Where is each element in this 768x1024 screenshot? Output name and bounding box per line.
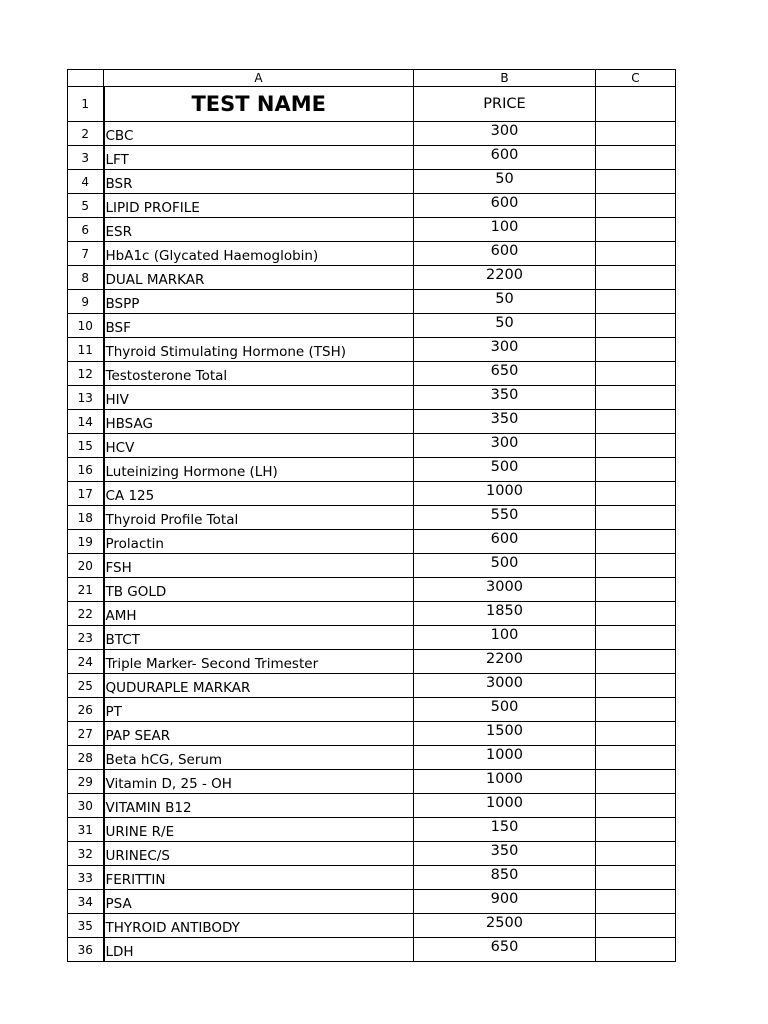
test-name-cell[interactable]: Triple Marker- Second Trimester xyxy=(104,650,414,674)
test-name-cell[interactable]: HIV xyxy=(104,386,414,410)
row-number[interactable]: 22 xyxy=(68,602,104,626)
row-number[interactable]: 19 xyxy=(68,530,104,554)
row-number[interactable]: 30 xyxy=(68,794,104,818)
price-cell[interactable]: 2200 xyxy=(414,650,596,674)
table-row xyxy=(68,266,676,290)
test-name-header-cell[interactable]: TEST NAME xyxy=(104,87,414,122)
table-row xyxy=(68,194,676,218)
empty-cell-c[interactable] xyxy=(596,674,676,698)
table-row xyxy=(68,314,676,338)
test-name-cell[interactable]: HCV xyxy=(104,434,414,458)
row-number[interactable]: 36 xyxy=(68,938,104,962)
table-row xyxy=(68,842,676,866)
row-number[interactable]: 29 xyxy=(68,770,104,794)
test-name-cell[interactable]: Vitamin D, 25 - OH xyxy=(104,770,414,794)
table-row xyxy=(68,602,676,626)
price-cell[interactable]: 350 xyxy=(414,410,596,434)
test-name-cell[interactable]: BSR xyxy=(104,170,414,194)
test-name-cell[interactable]: PAP SEAR xyxy=(104,722,414,746)
price-cell[interactable]: 1000 xyxy=(414,794,596,818)
price-cell[interactable]: 550 xyxy=(414,506,596,530)
price-cell[interactable]: 1000 xyxy=(414,746,596,770)
test-name-cell[interactable]: HbA1c (Glycated Haemoglobin) xyxy=(104,242,414,266)
empty-cell-c[interactable] xyxy=(596,698,676,722)
test-name-cell[interactable]: DUAL MARKAR xyxy=(104,266,414,290)
empty-cell-c[interactable] xyxy=(596,194,676,218)
test-name-cell[interactable]: LFT xyxy=(104,146,414,170)
row-number[interactable]: 4 xyxy=(68,170,104,194)
price-cell[interactable]: 100 xyxy=(414,218,596,242)
test-name-cell[interactable]: AMH xyxy=(104,602,414,626)
table-row xyxy=(68,146,676,170)
price-cell[interactable]: 650 xyxy=(414,362,596,386)
test-name-cell[interactable]: BTCT xyxy=(104,626,414,650)
test-name-cell[interactable]: Prolactin xyxy=(104,530,414,554)
price-cell[interactable]: 600 xyxy=(414,530,596,554)
table-row xyxy=(68,890,676,914)
row-number[interactable]: 28 xyxy=(68,746,104,770)
row-number[interactable]: 16 xyxy=(68,458,104,482)
test-name-cell[interactable]: CA 125 xyxy=(104,482,414,506)
test-name-cell[interactable]: ESR xyxy=(104,218,414,242)
price-cell[interactable]: 650 xyxy=(414,938,596,962)
table-row xyxy=(68,698,676,722)
table-row xyxy=(68,818,676,842)
row-number[interactable]: 21 xyxy=(68,578,104,602)
table-row xyxy=(68,434,676,458)
table-row xyxy=(68,914,676,938)
row-number[interactable]: 31 xyxy=(68,818,104,842)
table-row xyxy=(68,794,676,818)
test-name-cell[interactable]: Beta hCG, Serum xyxy=(104,746,414,770)
table-row xyxy=(68,410,676,434)
empty-cell-c[interactable] xyxy=(596,842,676,866)
empty-cell-c[interactable] xyxy=(596,626,676,650)
row-number[interactable]: 32 xyxy=(68,842,104,866)
price-cell[interactable]: 100 xyxy=(414,626,596,650)
table-row xyxy=(68,290,676,314)
test-name-cell[interactable]: LIPID PROFILE xyxy=(104,194,414,218)
empty-cell-c[interactable] xyxy=(596,530,676,554)
column-header-row xyxy=(68,70,676,87)
table-row xyxy=(68,938,676,962)
table-row xyxy=(68,362,676,386)
column-header-c[interactable]: C xyxy=(596,70,676,87)
test-name-cell[interactable]: TB GOLD xyxy=(104,578,414,602)
row-number[interactable]: 12 xyxy=(68,362,104,386)
row-number[interactable]: 27 xyxy=(68,722,104,746)
row-number[interactable]: 26 xyxy=(68,698,104,722)
test-name-cell[interactable]: Thyroid Stimulating Hormone (TSH) xyxy=(104,338,414,362)
price-cell[interactable]: 1000 xyxy=(414,770,596,794)
table-row xyxy=(68,386,676,410)
row-number[interactable]: 34 xyxy=(68,890,104,914)
table-row xyxy=(68,578,676,602)
row-number[interactable]: 3 xyxy=(68,146,104,170)
empty-cell-c[interactable] xyxy=(596,554,676,578)
empty-cell-c[interactable] xyxy=(596,602,676,626)
price-cell[interactable]: 500 xyxy=(414,698,596,722)
price-cell[interactable]: 350 xyxy=(414,386,596,410)
test-name-cell[interactable]: HBSAG xyxy=(104,410,414,434)
test-name-cell[interactable]: URINEC/S xyxy=(104,842,414,866)
price-cell[interactable]: 1500 xyxy=(414,722,596,746)
empty-cell-c[interactable] xyxy=(596,434,676,458)
empty-cell-c[interactable] xyxy=(596,338,676,362)
price-header-cell[interactable]: PRICE xyxy=(414,87,596,122)
row-number[interactable]: 10 xyxy=(68,314,104,338)
row-number[interactable]: 13 xyxy=(68,386,104,410)
empty-cell-c[interactable] xyxy=(596,482,676,506)
row-number[interactable]: 9 xyxy=(68,290,104,314)
test-name-cell[interactable]: FERITTIN xyxy=(104,866,414,890)
row-number[interactable]: 8 xyxy=(68,266,104,290)
column-header-a[interactable]: A xyxy=(104,70,414,87)
test-name-cell[interactable]: QUDURAPLE MARKAR xyxy=(104,674,414,698)
empty-cell-c[interactable] xyxy=(596,314,676,338)
empty-cell-c[interactable] xyxy=(596,242,676,266)
price-cell[interactable]: 500 xyxy=(414,554,596,578)
test-name-cell[interactable]: BSPP xyxy=(104,290,414,314)
table-row xyxy=(68,626,676,650)
corner-cell[interactable] xyxy=(68,70,104,87)
price-cell[interactable]: 1850 xyxy=(414,602,596,626)
table-row xyxy=(68,770,676,794)
test-name-cell[interactable]: Thyroid Profile Total xyxy=(104,506,414,530)
empty-cell-c[interactable] xyxy=(596,410,676,434)
test-name-cell[interactable]: THYROID ANTIBODY xyxy=(104,914,414,938)
row-number[interactable]: 18 xyxy=(68,506,104,530)
empty-cell-c[interactable] xyxy=(596,506,676,530)
price-cell[interactable]: 50 xyxy=(414,290,596,314)
empty-cell-c[interactable] xyxy=(596,938,676,962)
table-row xyxy=(68,458,676,482)
row-number[interactable]: 35 xyxy=(68,914,104,938)
price-cell[interactable]: 600 xyxy=(414,242,596,266)
test-name-cell[interactable]: CBC xyxy=(104,122,414,146)
row-number[interactable]: 17 xyxy=(68,482,104,506)
empty-cell-c[interactable] xyxy=(596,866,676,890)
table-row xyxy=(68,338,676,362)
table-row xyxy=(68,87,676,122)
test-name-cell[interactable]: LDH xyxy=(104,938,414,962)
row-number[interactable]: 1 xyxy=(68,87,104,122)
empty-cell-c[interactable] xyxy=(596,818,676,842)
row-number[interactable]: 2 xyxy=(68,122,104,146)
test-name-cell[interactable]: PT xyxy=(104,698,414,722)
price-cell[interactable]: 500 xyxy=(414,458,596,482)
price-cell[interactable]: 2500 xyxy=(414,914,596,938)
empty-cell-c[interactable] xyxy=(596,914,676,938)
test-name-cell[interactable]: Testosterone Total xyxy=(104,362,414,386)
empty-cell-c[interactable] xyxy=(596,218,676,242)
table-row xyxy=(68,650,676,674)
price-cell[interactable]: 850 xyxy=(414,866,596,890)
empty-cell-c[interactable] xyxy=(596,578,676,602)
price-cell[interactable]: 3000 xyxy=(414,578,596,602)
table-row xyxy=(68,482,676,506)
empty-cell-c[interactable] xyxy=(596,650,676,674)
row-number[interactable]: 7 xyxy=(68,242,104,266)
empty-cell-c[interactable] xyxy=(596,386,676,410)
table-row xyxy=(68,506,676,530)
column-header-b[interactable]: B xyxy=(414,70,596,87)
row-number[interactable]: 24 xyxy=(68,650,104,674)
test-name-cell[interactable]: VITAMIN B12 xyxy=(104,794,414,818)
empty-cell-c[interactable] xyxy=(596,170,676,194)
row-number[interactable]: 6 xyxy=(68,218,104,242)
table-row xyxy=(68,242,676,266)
row-number[interactable]: 25 xyxy=(68,674,104,698)
row-number[interactable]: 5 xyxy=(68,194,104,218)
test-name-cell[interactable]: PSA xyxy=(104,890,414,914)
price-cell[interactable]: 50 xyxy=(414,314,596,338)
price-cell[interactable]: 300 xyxy=(414,122,596,146)
empty-cell-c[interactable] xyxy=(596,290,676,314)
price-cell[interactable]: 2200 xyxy=(414,266,596,290)
test-name-cell[interactable]: BSF xyxy=(104,314,414,338)
table-row xyxy=(68,746,676,770)
row-number[interactable]: 20 xyxy=(68,554,104,578)
empty-cell-c[interactable] xyxy=(596,770,676,794)
row-number[interactable]: 23 xyxy=(68,626,104,650)
table-row xyxy=(68,218,676,242)
empty-cell-c[interactable] xyxy=(596,458,676,482)
empty-cell-c[interactable] xyxy=(596,122,676,146)
empty-cell-c[interactable] xyxy=(596,146,676,170)
table-row xyxy=(68,122,676,146)
price-cell[interactable]: 350 xyxy=(414,842,596,866)
empty-cell-c[interactable] xyxy=(596,266,676,290)
price-cell[interactable]: 600 xyxy=(414,146,596,170)
row-number[interactable]: 33 xyxy=(68,866,104,890)
table-row xyxy=(68,722,676,746)
empty-cell-c[interactable] xyxy=(596,87,676,122)
empty-cell-c[interactable] xyxy=(596,746,676,770)
table-row xyxy=(68,554,676,578)
price-cell[interactable]: 50 xyxy=(414,170,596,194)
spreadsheet-table xyxy=(67,69,676,962)
price-cell[interactable]: 150 xyxy=(414,818,596,842)
empty-cell-c[interactable] xyxy=(596,722,676,746)
row-number[interactable]: 14 xyxy=(68,410,104,434)
row-number[interactable]: 11 xyxy=(68,338,104,362)
price-cell[interactable]: 300 xyxy=(414,338,596,362)
price-cell[interactable]: 600 xyxy=(414,194,596,218)
row-number[interactable]: 15 xyxy=(68,434,104,458)
table-row xyxy=(68,530,676,554)
table-row xyxy=(68,866,676,890)
price-cell[interactable]: 900 xyxy=(414,890,596,914)
test-name-cell[interactable]: Luteinizing Hormone (LH) xyxy=(104,458,414,482)
test-name-cell[interactable]: URINE R/E xyxy=(104,818,414,842)
price-cell[interactable]: 300 xyxy=(414,434,596,458)
empty-cell-c[interactable] xyxy=(596,794,676,818)
table-row xyxy=(68,170,676,194)
empty-cell-c[interactable] xyxy=(596,890,676,914)
price-cell[interactable]: 1000 xyxy=(414,482,596,506)
test-name-cell[interactable]: FSH xyxy=(104,554,414,578)
price-cell[interactable]: 3000 xyxy=(414,674,596,698)
table-row xyxy=(68,674,676,698)
empty-cell-c[interactable] xyxy=(596,362,676,386)
